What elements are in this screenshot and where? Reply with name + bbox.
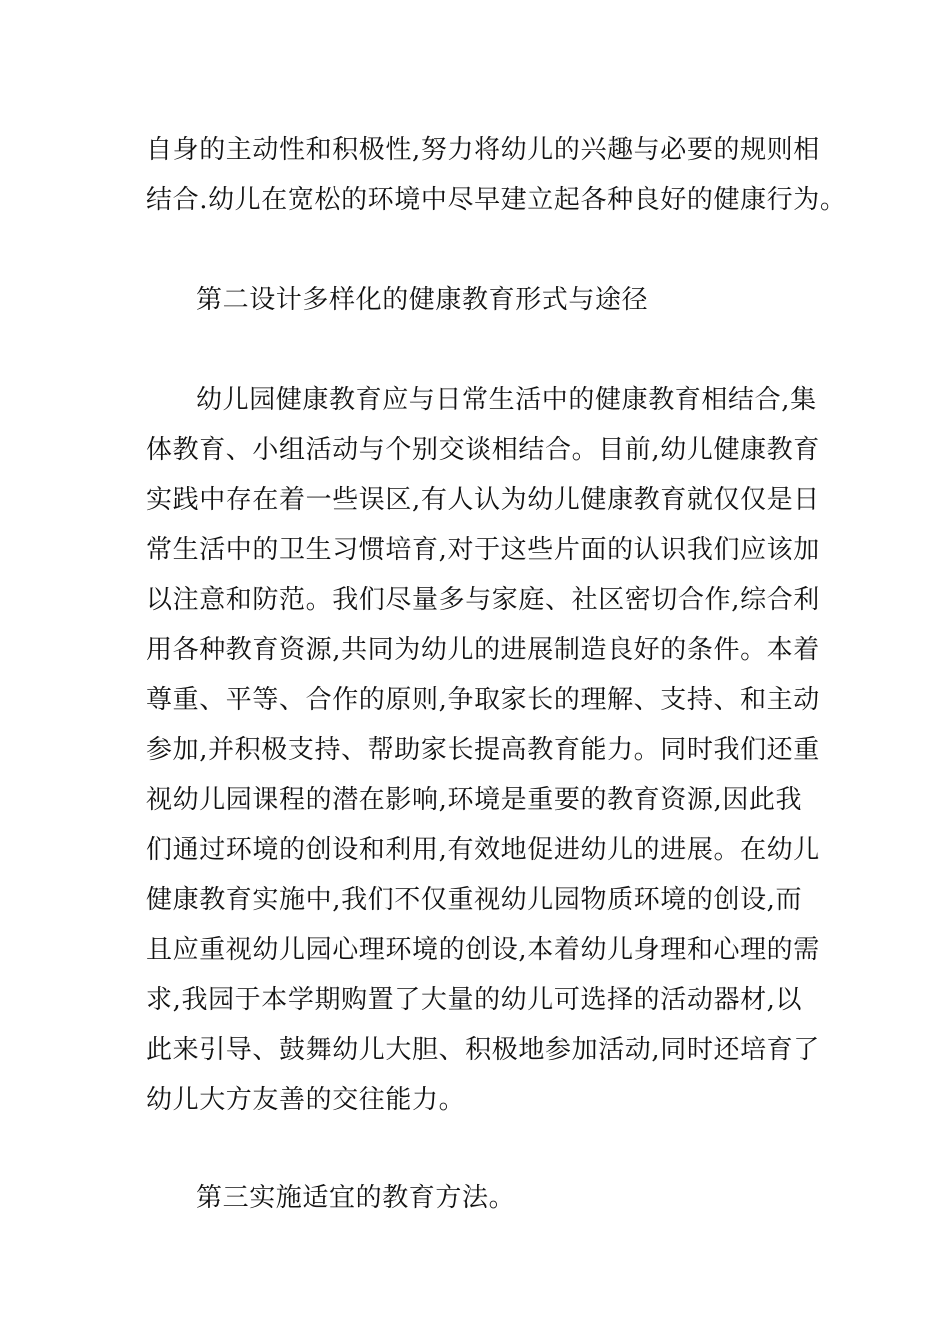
paragraph-line: 视幼儿园课程的潜在影响,环境是重要的教育资源,因此我 bbox=[146, 785, 803, 815]
paragraph-line: 结合.幼儿在宽松的环境中尽早建立起各种良好的健康行为。 bbox=[146, 185, 847, 215]
paragraph-line: 们通过环境的创设和利用,有效地促进幼儿的进展。在幼儿 bbox=[146, 835, 820, 865]
paragraph-line: 体教育、小组活动与个别交谈相结合。目前,幼儿健康教育 bbox=[146, 435, 820, 465]
section-heading: 第二设计多样化的健康教育形式与途径 bbox=[196, 285, 649, 315]
paragraph-line: 幼儿大方友善的交往能力。 bbox=[146, 1085, 466, 1115]
paragraph-line: 健康教育实施中,我们不仅重视幼儿园物质环境的创设,而 bbox=[146, 885, 803, 915]
paragraph-line: 自身的主动性和积极性,努力将幼儿的兴趣与必要的规则相 bbox=[146, 135, 820, 165]
paragraph-line: 以注意和防范。我们尽量多与家庭、社区密切合作,综合利 bbox=[146, 585, 820, 615]
paragraph-line: 用各种教育资源,共同为幼儿的进展制造良好的条件。本着 bbox=[146, 635, 820, 665]
section-heading: 第三实施适宜的教育方法。 bbox=[196, 1183, 516, 1213]
paragraph-line: 此来引导、鼓舞幼儿大胆、积极地参加活动,同时还培育了 bbox=[146, 1035, 820, 1065]
paragraph-line: 幼儿园健康教育应与日常生活中的健康教育相结合,集 bbox=[196, 385, 817, 415]
paragraph-line: 求,我园于本学期购置了大量的幼儿可选择的活动器材,以 bbox=[146, 985, 803, 1015]
paragraph-line: 尊重、平等、合作的原则,争取家长的理解、支持、和主动 bbox=[146, 685, 820, 715]
paragraph-line: 参加,并积极支持、帮助家长提高教育能力。同时我们还重 bbox=[146, 735, 820, 765]
paragraph-line: 实践中存在着一些误区,有人认为幼儿健康教育就仅仅是日 bbox=[146, 485, 820, 515]
paragraph-line: 且应重视幼儿园心理环境的创设,本着幼儿身理和心理的需 bbox=[146, 935, 820, 965]
paragraph-line: 常生活中的卫生习惯培育,对于这些片面的认识我们应该加 bbox=[146, 535, 820, 565]
